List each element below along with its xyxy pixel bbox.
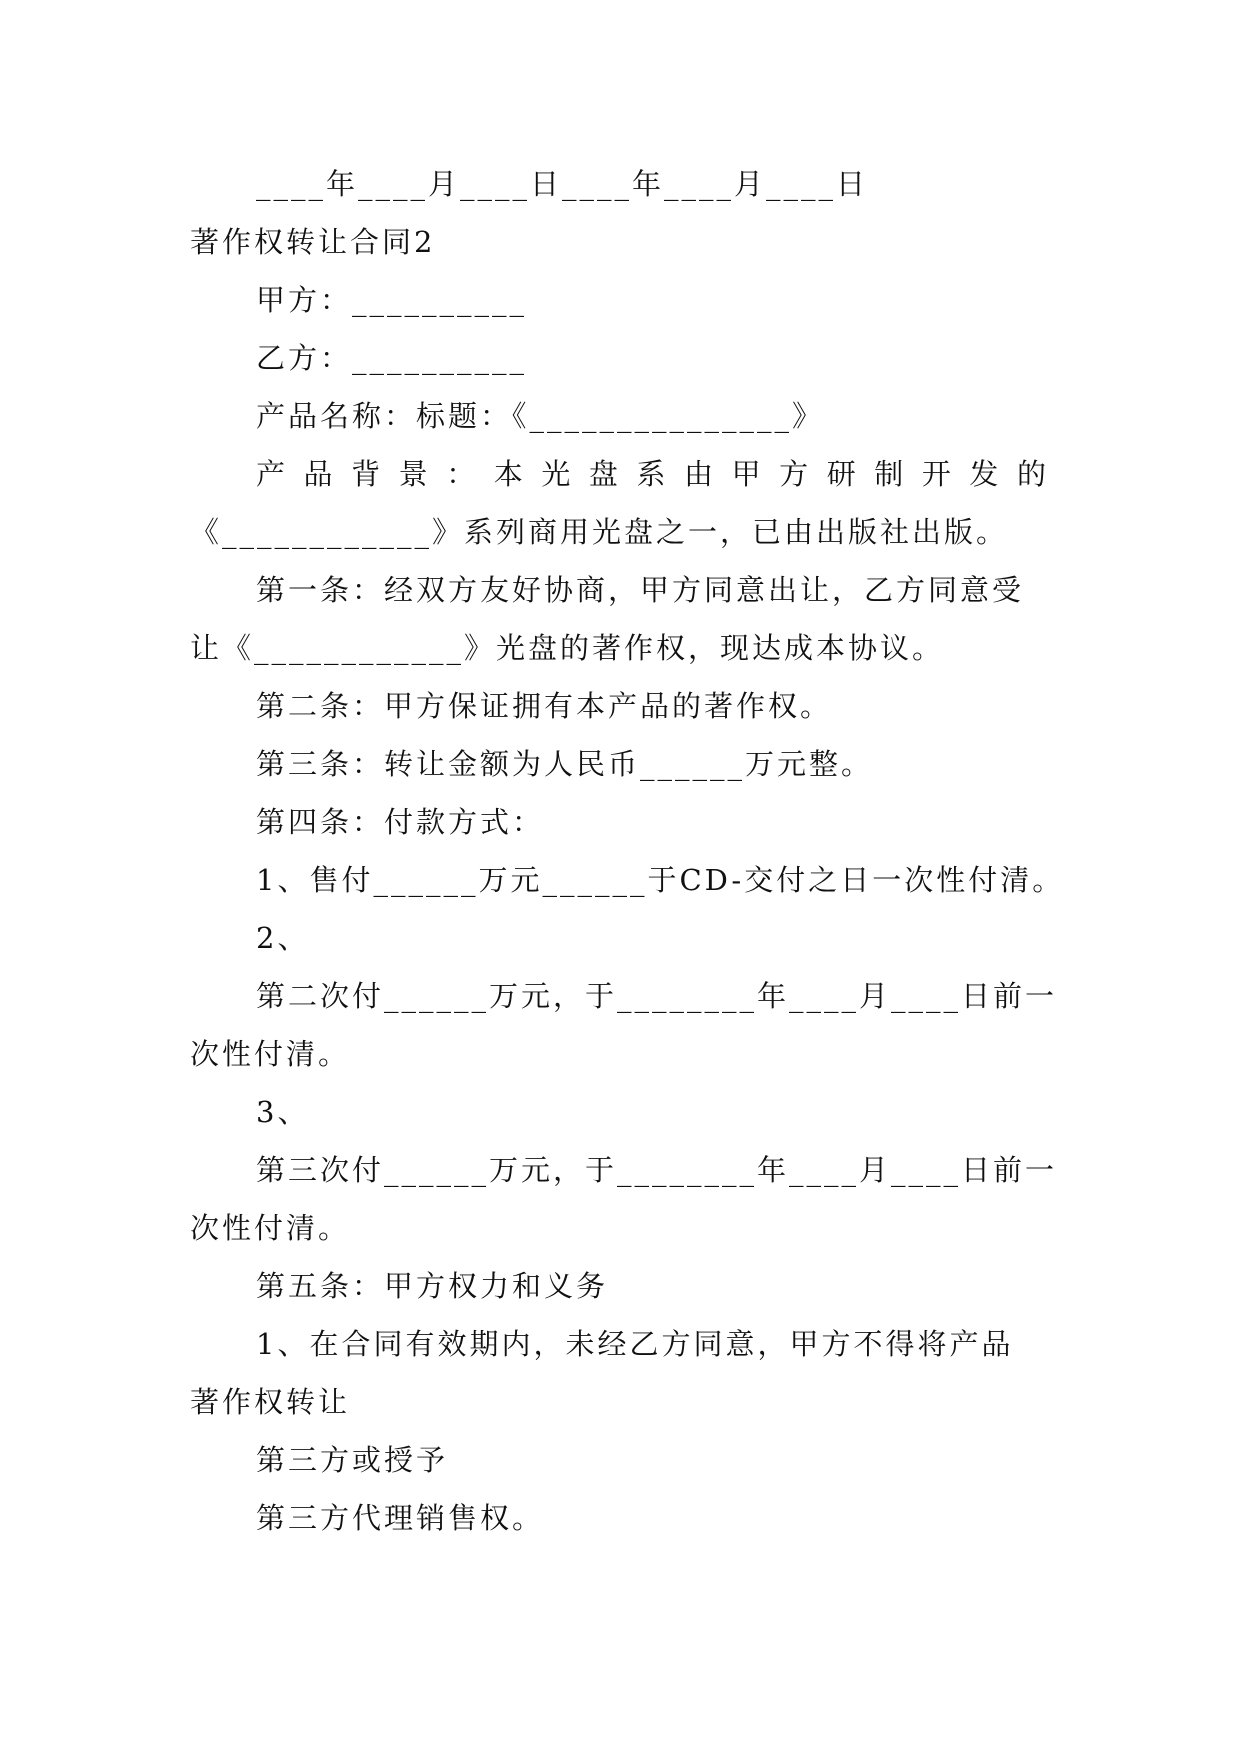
payment-item-2-cont: 次性付清。	[190, 1037, 351, 1071]
product-background-cont: 《____________》系列商用光盘之一，已由出版社出版。	[190, 515, 1009, 549]
party-b-line: 乙方：__________	[256, 341, 528, 375]
payment-item-2-line: 第二次付______万元，于________年____月____日前一	[256, 979, 1058, 1013]
product-background-line: 产品背景：本光盘系由甲方研制开发的	[256, 457, 1046, 491]
article-1-cont: 让《____________》光盘的著作权，现达成本协议。	[190, 631, 945, 665]
article-5-item-1-third-party: 第三方或授予	[256, 1443, 449, 1477]
article-1-line: 第一条：经双方友好协商，甲方同意出让，乙方同意受	[256, 573, 1025, 607]
payment-item-2-number: 2、	[256, 921, 310, 955]
article-5-line: 第五条：甲方权力和义务	[256, 1269, 609, 1303]
product-name-line: 产品名称：标题：《_______________》	[256, 399, 825, 433]
article-4-line: 第四条：付款方式：	[256, 805, 545, 839]
payment-item-1: 1、售付______万元______于CD-交付之日一次性付清。	[256, 863, 1065, 897]
article-5-item-1: 1、在合同有效期内，未经乙方同意，甲方不得将产品	[256, 1327, 1014, 1361]
payment-item-3-cont: 次性付清。	[190, 1211, 351, 1245]
article-5-item-1-cont: 著作权转让	[190, 1385, 351, 1419]
article-3-line: 第三条：转让金额为人民币______万元整。	[256, 747, 874, 781]
party-a-line: 甲方：__________	[256, 283, 528, 317]
article-2-line: 第二条：甲方保证拥有本产品的著作权。	[256, 689, 833, 723]
payment-item-3-line: 第三次付______万元，于________年____月____日前一	[256, 1153, 1058, 1187]
article-5-item-1-agency: 第三方代理销售权。	[256, 1501, 545, 1535]
date-blanks-line: ____年____月____日____年____月____日	[256, 167, 869, 201]
payment-item-3-number: 3、	[256, 1095, 310, 1129]
contract-title: 著作权转让合同2	[190, 225, 436, 259]
